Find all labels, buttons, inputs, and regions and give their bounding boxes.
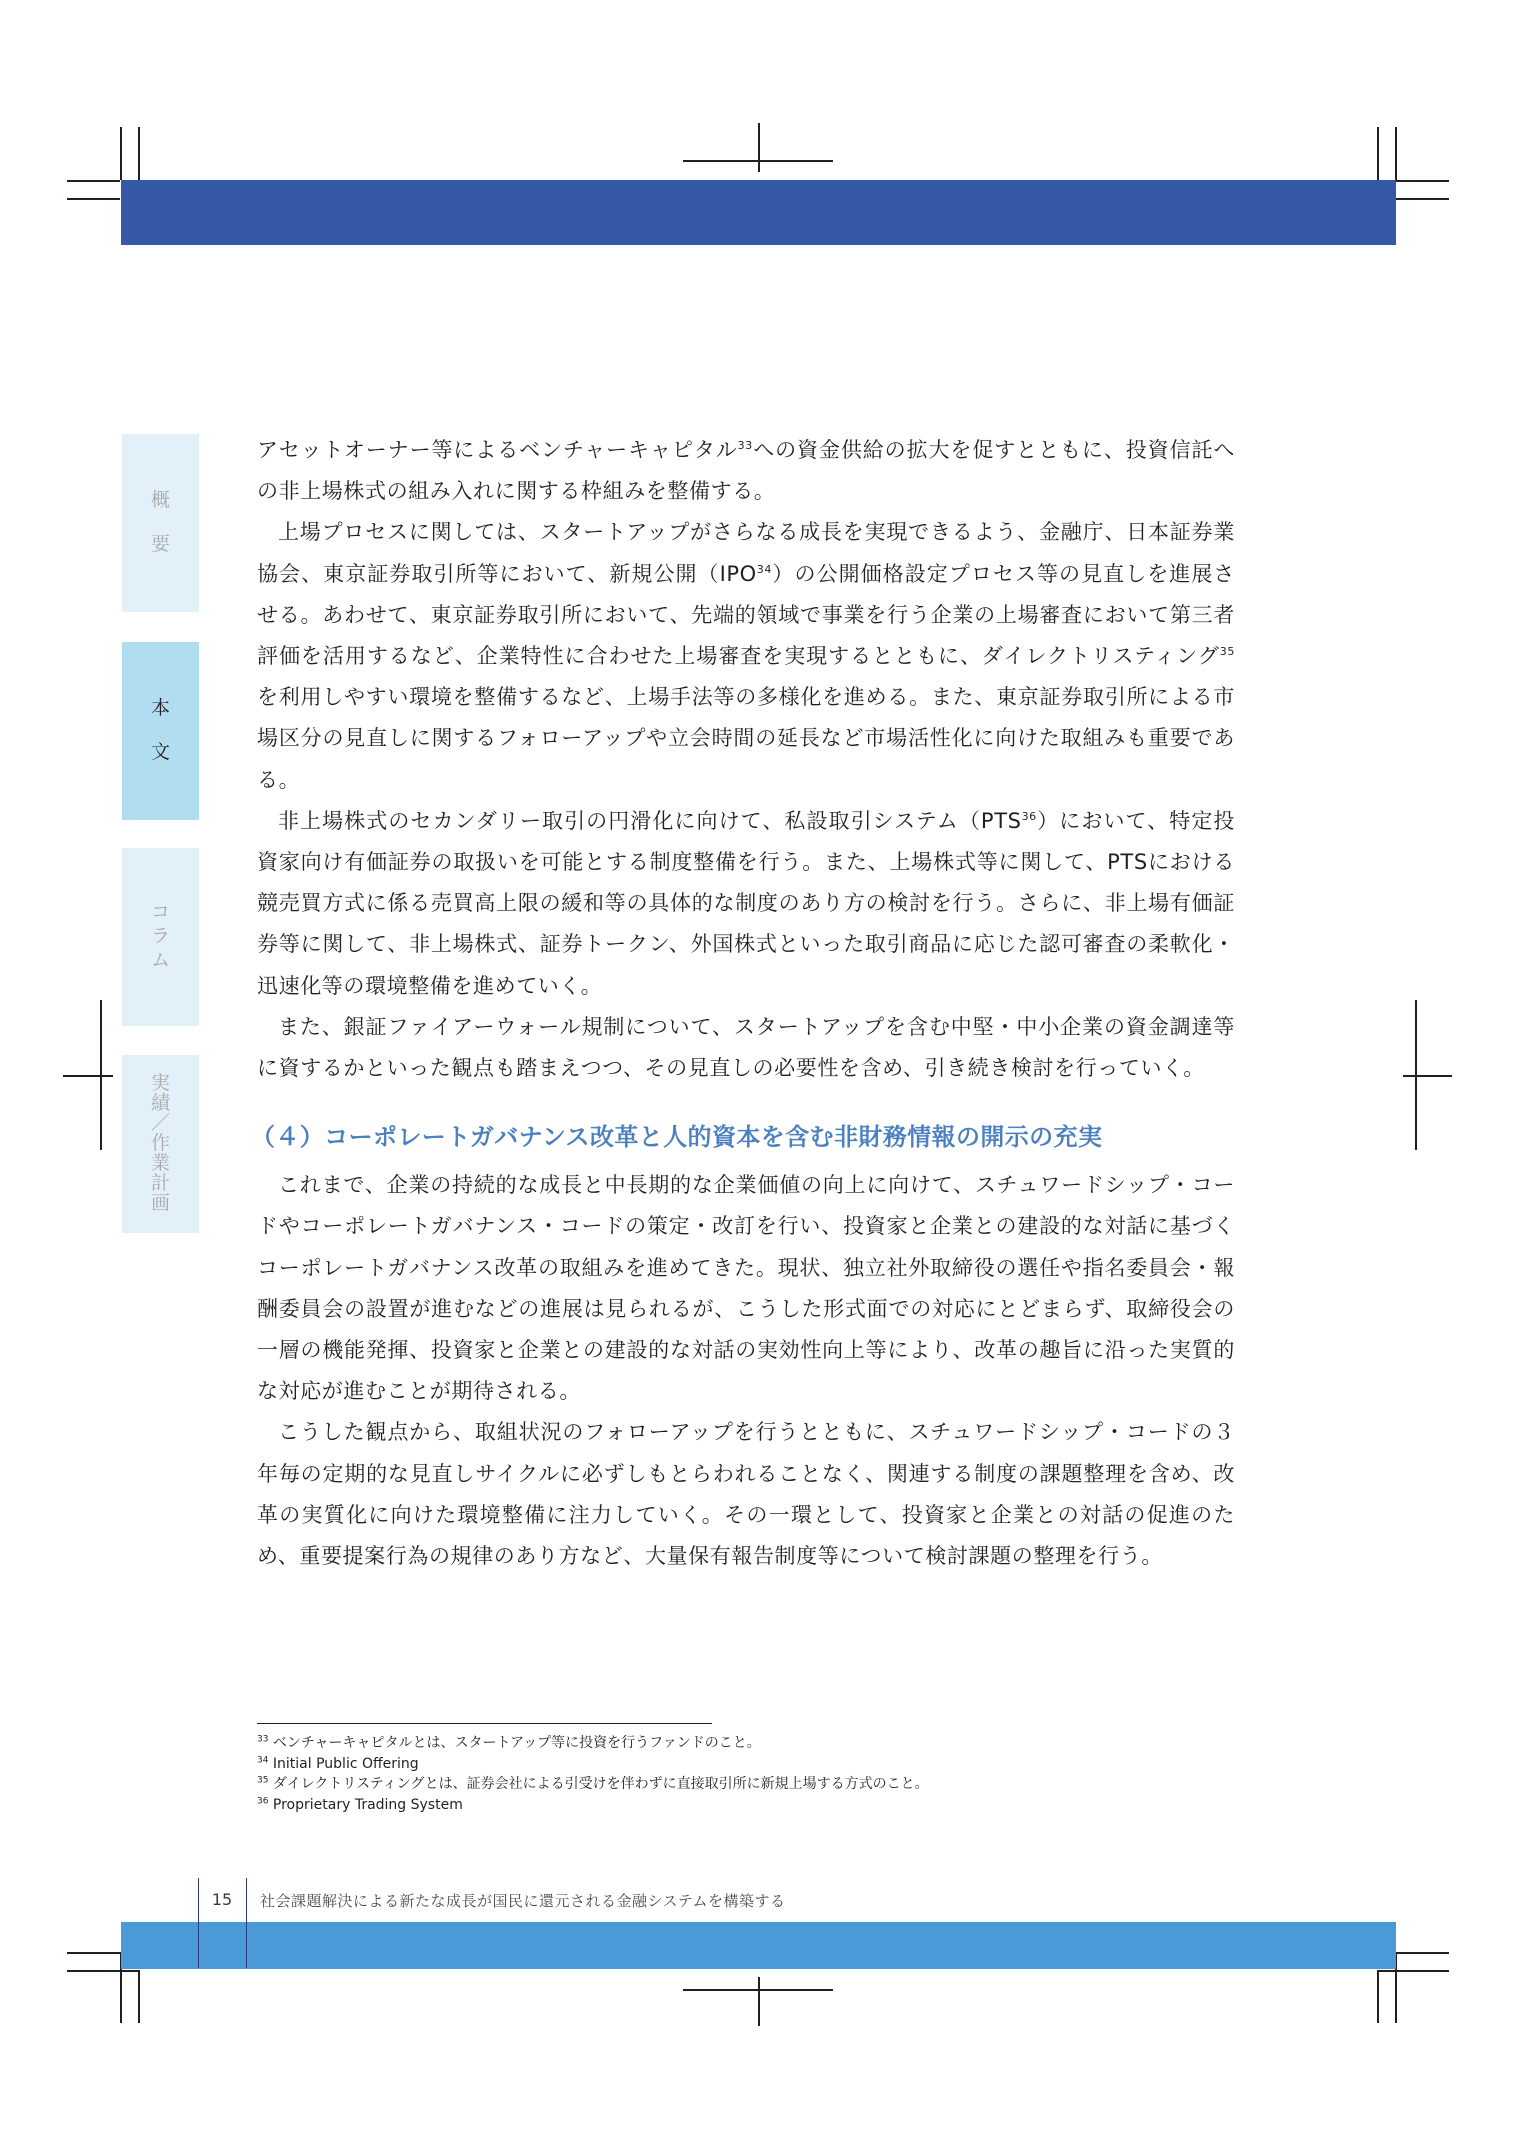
text-run: を利用しやすい環境を整備するなど、上場手法等の多様化を進める。また、東京証券取引所による市場区分の見直しに関するフォローアップや立会時間の延長など市場活性化に向けた取組みも重要である。 [257,685,1235,792]
side-tab-label: 画 [150,1191,170,1214]
side-tab-column[interactable] [122,848,199,1026]
crop-mark [138,127,140,180]
crop-mark [1396,180,1449,182]
side-tab-label: 文 [150,741,170,763]
crop-mark [1377,1970,1379,2023]
crop-mark [1377,127,1379,180]
running-title: 社会課題解決による新たな成長が国民に還元される金融システムを構築する [260,1892,786,1910]
side-tab-label: 概 [150,489,170,512]
footnote-text: Initial Public Offering [272,1755,419,1772]
section-heading: （４）コーポレートガバナンス改革と人的資本を含む非財務情報の開示の充実 [251,1123,1103,1152]
side-tab-label: 作 [150,1132,170,1155]
paragraph [257,801,1235,1007]
footnote-text: Proprietary Trading System [272,1796,463,1813]
footer-band [121,1922,1396,1969]
side-tab-label: ／ [150,1112,170,1135]
crop-mark [67,1952,120,1954]
paragraph [257,430,1235,512]
side-tab-label: ラ [150,925,170,948]
text-run: への資金供給の拡大を促すとともに、投資信託への非上場株式の組み入れに関する枠組みを整備する。 [257,438,1236,504]
side-tab-label: ム [150,948,170,971]
footnote-number: 35 [257,1775,269,1786]
side-tab-overview[interactable] [122,434,199,612]
side-tab-label: 計 [150,1171,170,1194]
footnote-text: ダイレクトリスティングとは、証券会社による引受けを伴わずに直接取引所に新規上場する方式のこと。 [272,1776,929,1792]
side-tab-results-plan[interactable] [122,1055,199,1233]
footnote [257,1754,929,1775]
side-tab-label: 本 [150,697,170,720]
paragraph: これまで、企業の持続的な成長と中長期的な企業価値の向上に向けて、スチュワードシップ・コードやコーポレートガバナンス・コードの策定・改訂を行い、投資家と企業との建設的な対話に基づくコーポレートガバナンス改革の取組みを進めてきた。現状、独立社外取締役の選任や指名委員会・報酬委員会の設置が進むなどの進展は見られるが、こうした形式面での対応にとどまらず、取締役会の一層の機能発揮、投資家と企業との建設的な対話の実効性向上等により、改革の趣旨に沿った実質的な対応が進むことが期待される。 [257,1173,1235,1404]
footnote-text: ベンチャーキャピタルとは、スタートアップ等に投資を行うファンドのこと。 [272,1735,761,1751]
paragraph: また、銀証ファイアーウォール規制について、スタートアップを含む中堅・中小企業の資金調達等に資するかといった観点も踏まえつつ、その見直しの必要性を含め、引き続き検討を行っていく。 [257,1014,1235,1081]
crop-mark [67,198,120,200]
registration-mark [1403,1075,1452,1077]
crop-mark [138,1970,140,2023]
side-tab-label: 績 [150,1092,170,1115]
footnote [257,1774,929,1795]
crop-mark [120,127,122,180]
crop-mark [1377,1970,1449,1972]
footnote-ref[interactable]: 34 [756,562,772,576]
side-tab-label: コ [150,901,170,924]
registration-mark [758,1977,760,2026]
crop-mark [1395,127,1397,180]
crop-mark [1396,198,1449,200]
registration-mark [758,123,760,172]
footnote-ref[interactable]: 35 [1219,645,1235,659]
body-text [251,430,1236,1577]
footnote-number: 36 [257,1795,269,1806]
footnote [257,1795,929,1816]
footnote-ref[interactable]: 33 [737,439,753,452]
side-tab-label: 要 [150,533,170,555]
header-band [121,180,1396,245]
footnotes [257,1733,929,1815]
side-tab-label: 業 [150,1151,170,1174]
footnote-number: 33 [257,1734,269,1745]
side-tab-main-text[interactable] [122,642,199,820]
paragraph: こうした観点から、取組状況のフォローアップを行うとともに、スチュワードシップ・コードの３年毎の定期的な見直しサイクルに必ずしもとらわれることなく、関連する制度の課題整理を含め、改革の実質化に向けた環境整備に注力していく。その一環として、投資家と企業との対話の促進のため、重要提案行為の規律のあり方など、大量保有報告制度等について検討課題の整理を行う。 [257,1420,1235,1569]
crop-mark [67,1970,138,1972]
footer-divider [246,1878,247,1968]
registration-mark [63,1075,113,1077]
footnote-divider [257,1723,712,1724]
text-run: 非上場株式のセカンダリー取引の円滑化に向けて、私設取引システム（PTS [278,808,1022,833]
footnote-number: 34 [257,1754,269,1765]
crop-mark [67,180,120,182]
page-number: 15 [211,1890,233,1909]
text-run: 上場プロセスに関しては、スタートアップがさらなる成長を実現できるよう、金融庁、日本証券業協会、東京証券取引所等において、新規公開（IPO [257,520,1235,586]
text-run: ）の公開価格設定プロセス等の見直しを進展させる。あわせて、東京証券取引所において、先端的領域で事業を行う企業の上場審査において第三者評価を活用するなど、企業特性に合わせた上場審査を実現するとともに、ダイレクトリスティング [257,561,1235,669]
registration-mark [683,160,833,162]
footnote-ref[interactable]: 36 [1021,809,1037,823]
side-tab-label: 実 [150,1072,170,1095]
text-run: ）において、特定投資家向け有価証券の取扱いを可能とする制度整備を行う。また、上場株式等に関して、PTSにおける競売買方式に係る売買高上限の緩和等の具体的な制度のあり方の検討を行う。さらに、非上場有価証券等に関して、非上場株式、証券トークン、外国株式といった取引商品に応じた認可審査の柔軟化・迅速化等の環境整備を進めていく。 [257,808,1235,998]
text-run: アセットオーナー等によるベンチャーキャピタル [257,438,738,462]
paragraph [257,512,1235,800]
crop-mark [1396,1952,1449,1954]
footnote [257,1733,929,1754]
